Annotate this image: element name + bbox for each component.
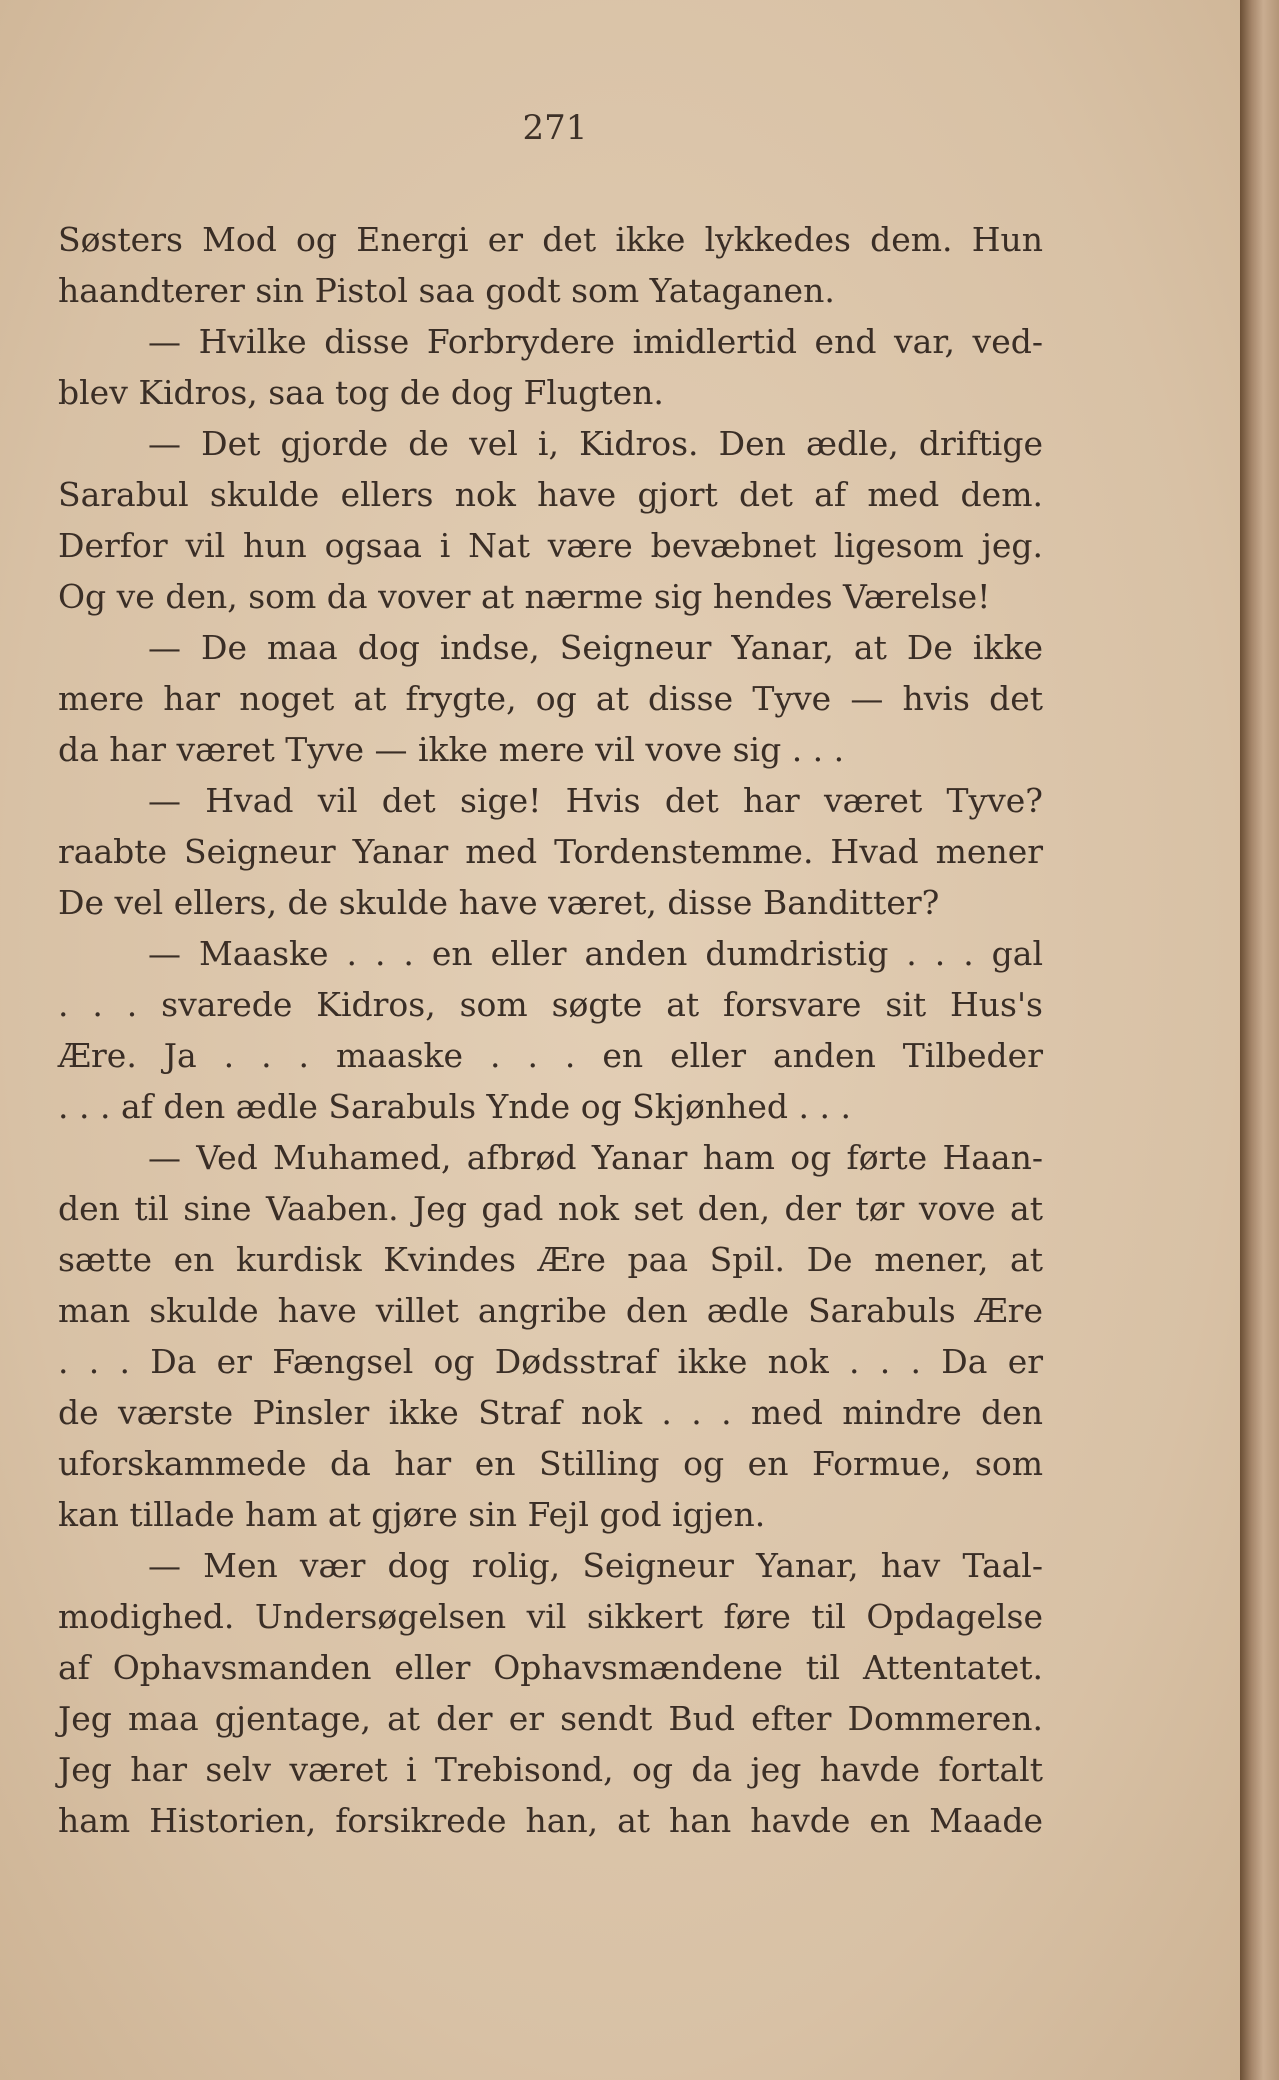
text-line: Og ve den, som da vover at nærme sig hendes Værelse! [58, 577, 991, 616]
text-line: sætte en kurdisk Kvindes Ære paa Spil. De mener, at [58, 1240, 1043, 1279]
text-line: mere har noget at frygte, og at disse Tyve — hvis det [58, 679, 1043, 718]
text-line: Søsters Mod og Energi er det ikke lykkedes dem. Hun [58, 220, 1043, 259]
text-line: . . . svarede Kidros, som søgte at forsvare sit Hus's [58, 985, 1043, 1024]
book-spine-edge [1240, 0, 1279, 2080]
text-line: — Hvilke disse Forbrydere imidlertid end var, ved- [148, 322, 1043, 361]
text-line: de værste Pinsler ikke Straf nok . . . med mindre den [58, 1393, 1043, 1432]
text-line: — Men vær dog rolig, Seigneur Yanar, hav Taal- [148, 1546, 1043, 1585]
text-line: modighed. Undersøgelsen vil sikkert føre til Opdagelse [58, 1597, 1043, 1636]
text-line: Sarabul skulde ellers nok have gjort det af med dem. [58, 475, 1043, 514]
body-text [58, 214, 1043, 1846]
text-line: Jeg har selv været i Trebisond, og da jeg havde fortalt [58, 1750, 1043, 1789]
text-line: — Det gjorde de vel i, Kidros. Den ædle, driftige [148, 424, 1043, 463]
text-line: ham Historien, forsikrede han, at han havde en Maade [58, 1801, 1043, 1840]
text-line: De vel ellers, de skulde have været, disse Banditter? [58, 883, 940, 922]
text-line: . . . af den ædle Sarabuls Ynde og Skjønhed . . . [58, 1087, 851, 1126]
text-line: haandterer sin Pistol saa godt som Yataganen. [58, 271, 835, 310]
text-line: — Hvad vil det sige! Hvis det har været Tyve? [148, 781, 1043, 820]
text-line: blev Kidros, saa tog de dog Flugten. [58, 373, 664, 412]
text-line: — De maa dog indse, Seigneur Yanar, at De ikke [148, 628, 1043, 667]
text-line: Jeg maa gjentage, at der er sendt Bud efter Dommeren. [58, 1699, 1043, 1738]
text-line: af Ophavsmanden eller Ophavsmændene til Attentatet. [58, 1648, 1043, 1687]
text-line: den til sine Vaaben. Jeg gad nok set den, der tør vove at [58, 1189, 1043, 1228]
text-line: — Ved Muhamed, afbrød Yanar ham og førte Haan- [148, 1138, 1043, 1177]
page-number: 271 [522, 108, 588, 148]
text-line: kan tillade ham at gjøre sin Fejl god igjen. [58, 1495, 766, 1534]
text-line: Derfor vil hun ogsaa i Nat være bevæbnet ligesom jeg. [58, 526, 1043, 565]
text-line: da har været Tyve — ikke mere vil vove sig . . . [58, 730, 845, 769]
text-line: Ære. Ja . . . maaske . . . en eller anden Tilbeder [58, 1036, 1043, 1075]
text-line: . . . Da er Fængsel og Dødsstraf ikke nok . . . Da er [58, 1342, 1043, 1381]
text-line: — Maaske . . . en eller anden dumdristig . . . gal [148, 934, 1043, 973]
text-line: uforskammede da har en Stilling og en Formue, som [58, 1444, 1043, 1483]
text-line: raabte Seigneur Yanar med Tordenstemme. Hvad mener [58, 832, 1043, 871]
text-line: man skulde have villet angribe den ædle Sarabuls Ære [58, 1291, 1043, 1330]
